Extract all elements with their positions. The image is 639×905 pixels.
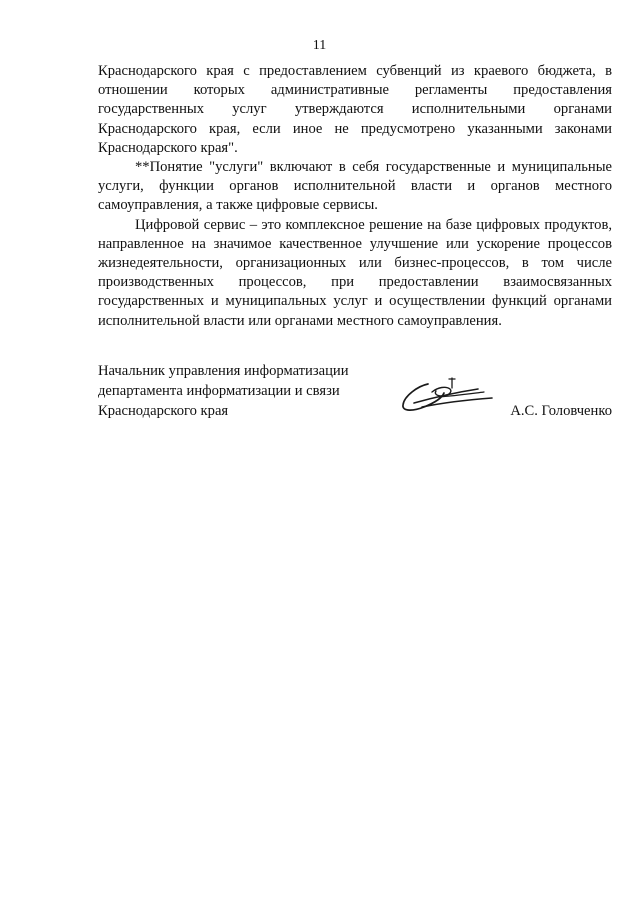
page-number: 11 bbox=[312, 38, 327, 53]
handwritten-signature-icon bbox=[394, 376, 498, 416]
signature-block bbox=[98, 361, 612, 431]
signer-title-line: Начальник управления информатизации bbox=[98, 363, 349, 379]
signer-title-line: Краснодарского края bbox=[98, 403, 229, 419]
paragraph-digital-service-definition: Цифровой сервис – это комплексное решение на базе цифровых продуктов, направленное на значимое качественное улучшение или ускорение процессов жизнедеятельности, организационных или бизнес-процессов, в том числе производственных процессов, при предоставлении взаимосвязанных государственных и муниципальных услуг и осуществлении функций органами исполнительной власти или органами местного самоуправления. bbox=[98, 216, 612, 329]
signer-title-line: департамента информатизации и связи bbox=[98, 383, 340, 399]
signer-name: А.С. Головченко bbox=[510, 403, 612, 419]
document-body bbox=[98, 62, 612, 331]
paragraph-continuation: Краснодарского края с предоставлением субвенций из краевого бюджета, в отношении которых административные регламенты предоставления государственных услуг утверждаются исполнительными органами Краснодарского края, если иное не предусмотрено указанными законами Краснодарского края". bbox=[98, 63, 612, 156]
signer-title bbox=[98, 361, 398, 421]
paragraph-services-definition: **Понятие "услуги" включают в себя государственные и муниципальные услуги, функции органов исполнительной власти и органов местного самоуправления, а также цифровые сервисы. bbox=[98, 159, 612, 214]
